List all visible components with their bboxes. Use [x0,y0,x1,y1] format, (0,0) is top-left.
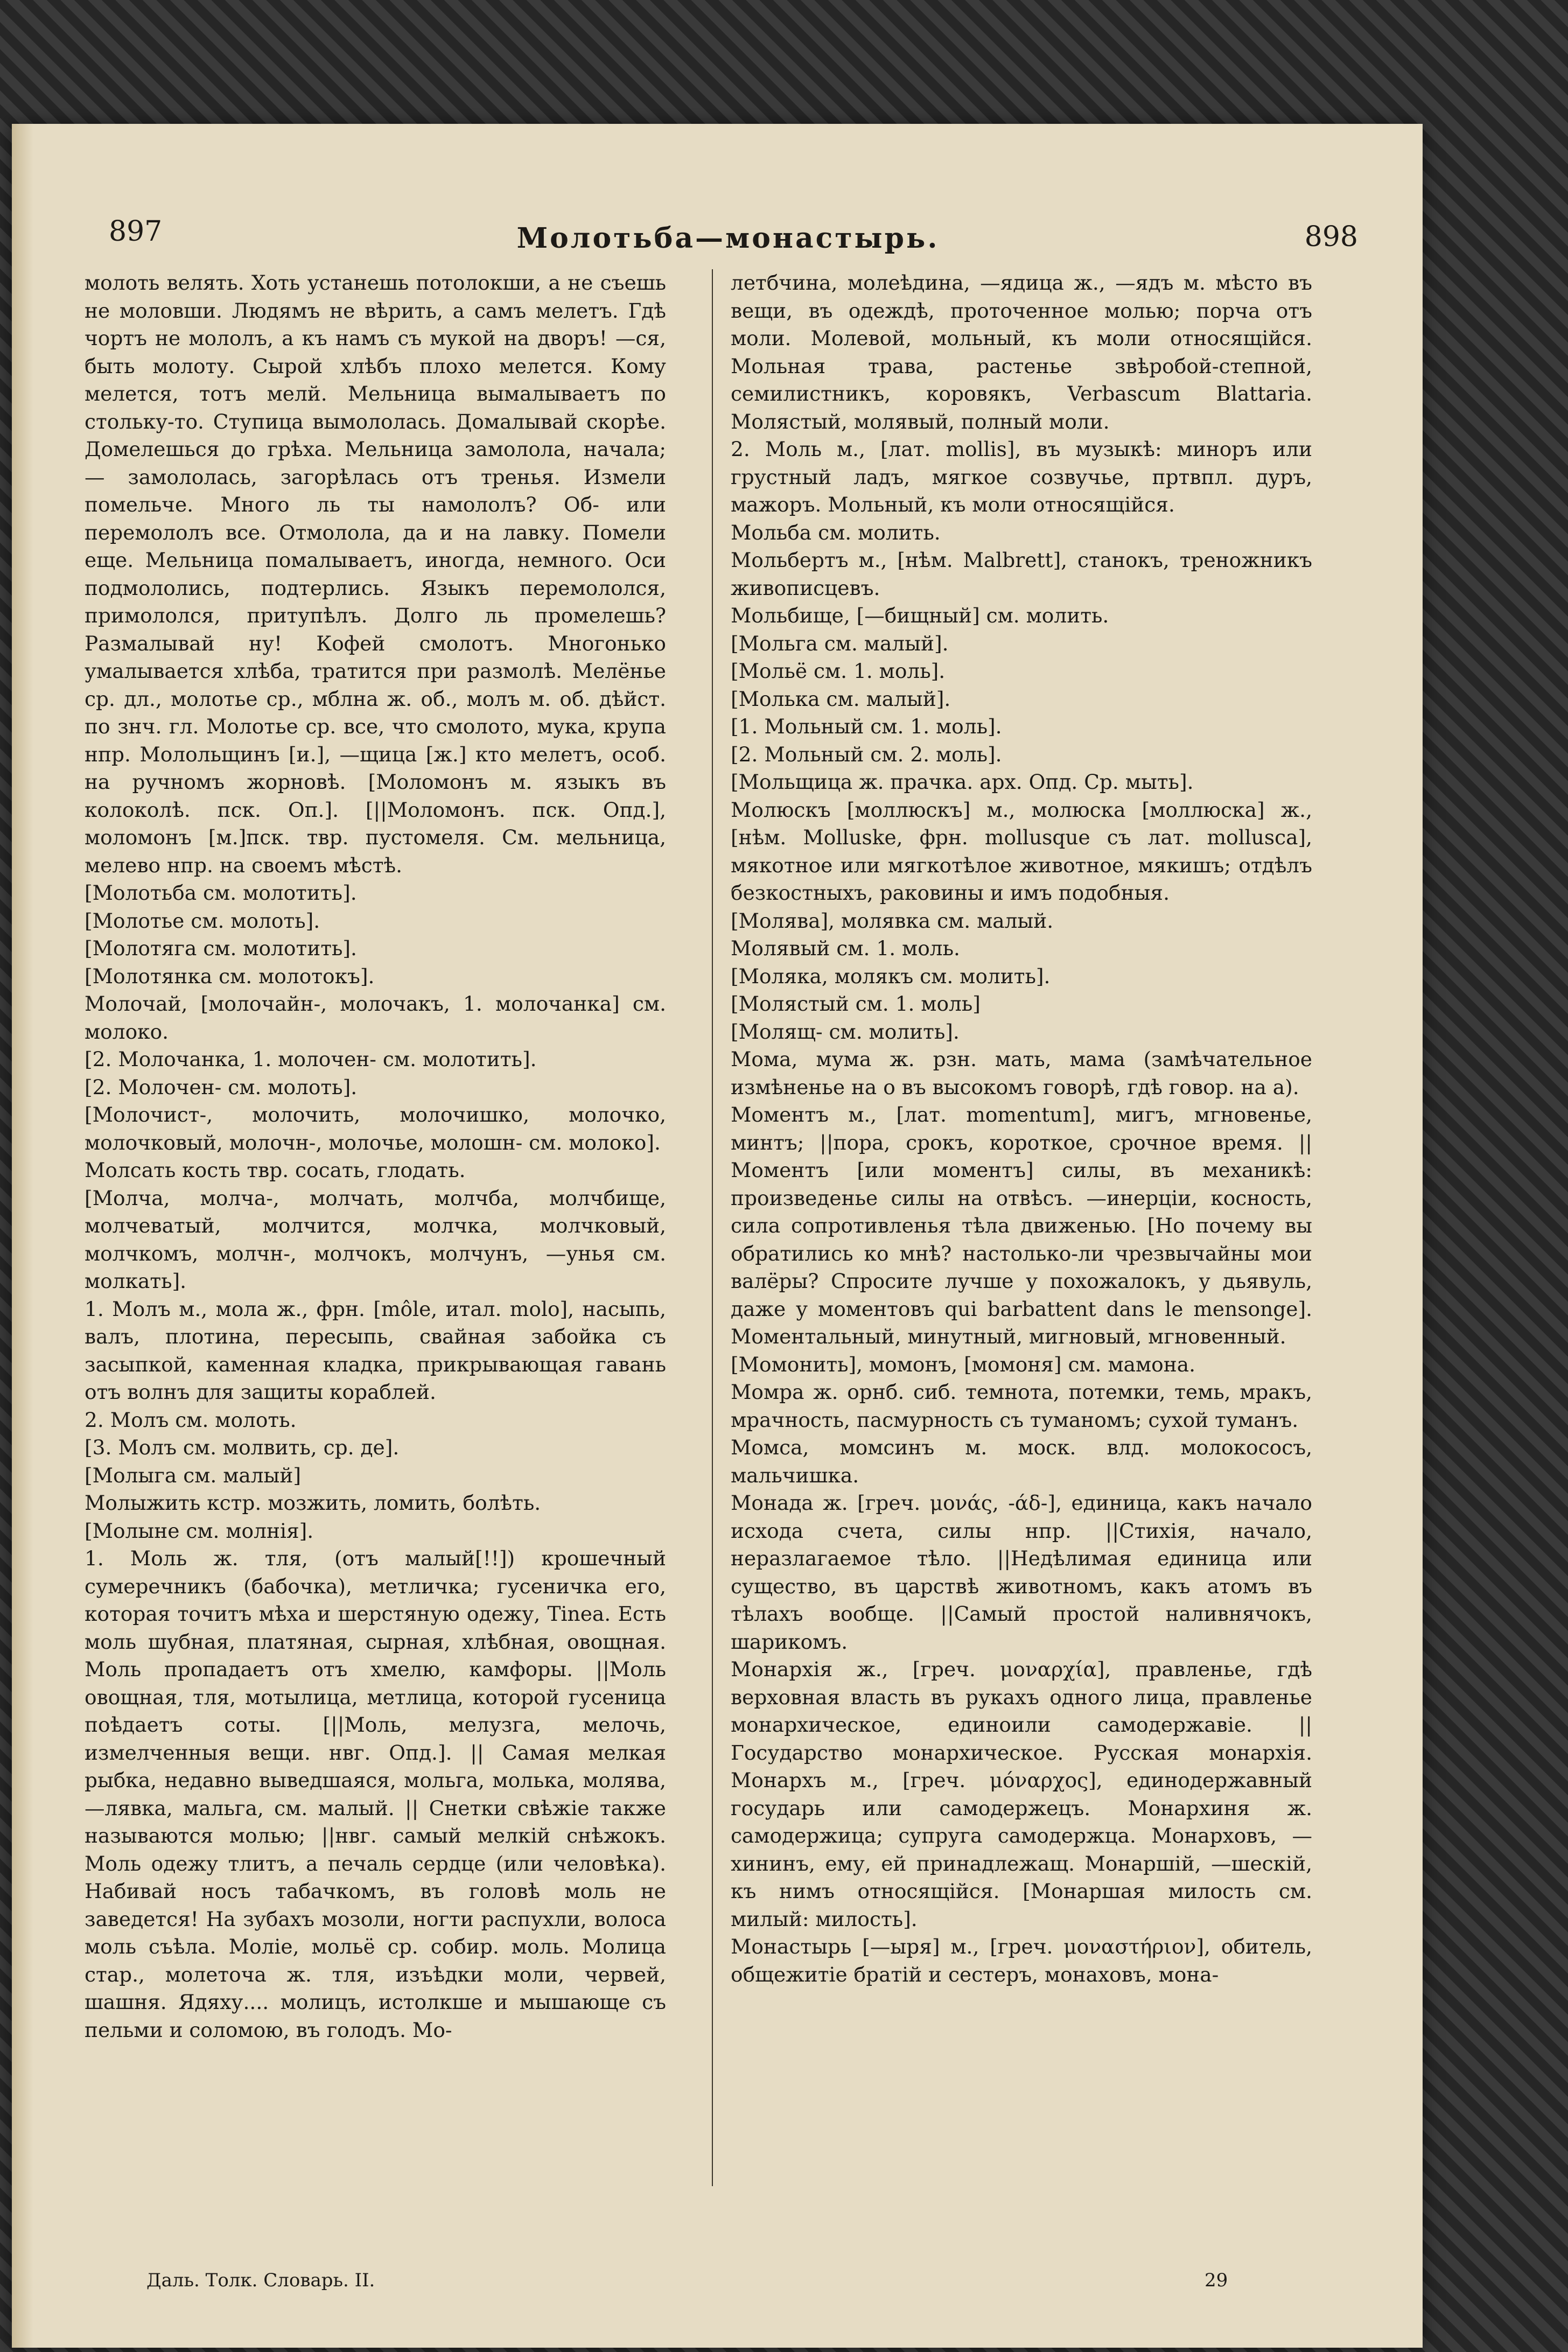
entry: [Молястый см. 1. моль] [731,992,981,1016]
entry: Моментъ м., [лат. momentum], мигъ, мгновенье, минтъ; ||пора, срокъ, короткое, срочное время. || Моментъ [или моментъ] силы, въ механикѣ: произведенье силы на отвѣсъ. —инерціи, косность, сила сопротивленья тѣла движенью. [Но почему вы обратились ко мнѣ? настолько-ли чрезвычайны мои валёры? Спросите лучше у похожалокъ, у дьявуль, даже у моментовъ qui barbattent dans le mensonge]. Моментальный, минутный, мигновый, мгновенный. [731,1103,1312,1348]
entry: [3. Молъ см. молвить, ср. де]. [85,1436,400,1459]
entry: [Молотье см. молоть]. [85,908,320,933]
entry: Монада ж. [греч. μονάς, -άδ-], единица, какъ начало исхода счета, силы нпр. ||Стихія, начало, неразлагаемое тѣло. ||Недѣлимая единица или существо, въ царствѣ животномъ, какъ атомъ въ тѣлахъ вообще. ||Самый простой наливнячокъ, шарикомъ. [731,1491,1312,1654]
entry: [2. Молочанка, 1. молочен- см. молотить]. [85,1047,537,1071]
page-number-right: 898 [1304,221,1358,253]
entry: [Молява], молявка см. малый. [731,908,1054,933]
entry: [Момонить], момонъ, [момоня] см. мамона. [731,1352,1196,1376]
page-header [98,215,1358,258]
column-divider [712,269,713,2186]
entry: Молюскъ [моллюскъ] м., молюска [моллюска] ж., [нѣм. Molluske, фрн. mollusque съ лат. mollusca], мякотное или мягкотѣлое животное, мякишъ; отдѣлъ безкостныхъ, раковины и имъ подобныя. [731,797,1312,905]
entry: [Молча, молча-, молчать, молчба, молчбище, молчеватый, молчится, молчка, молчковый, молчкомъ, молчн-, молчокъ, молчунъ, —унья см. молкать]. [85,1186,666,1293]
entry: 2. Молъ см. молоть. [85,1408,297,1432]
entry: 1. Моль ж. тля, (отъ малый[!!]) крошечный сумеречникъ (бабочка), метличка; гусеничка его, которая точитъ мѣха и шерстяную одежу, Tinea. Есть моль шубная, платяная, сырная, хлѣбная, овощная. Моль пропадаетъ отъ хмелю, камфоры. ||Моль овощная, тля, мотылица, метлица, которой гусеница поѣдаетъ соты. [||Моль, мелузга, мелочь, измелченныя вещи. нвг. Опд.]. || Самая мелкая рыбка, недавно выведшаяся, мольга, молька, молява, —лявка, мальга, см. малый. || Снетки свѣжіе также называются молью; ||нвг. самый мелкій снѣжокъ. Моль одежу тлитъ, а печаль сердце (или человѣка). Набивай носъ табачкомъ, въ головѣ моль не заведется! На зубахъ мозоли, ногти распухли, волоса моль съѣла. Моліе, мольё ср. собир. моль. Молица стар., молеточа ж. тля, изъѣдки моли, червей, шашня. Ядяху.... молицъ, истолкше и мышающе съ пельми и соломою, въ голодъ. Мо- [85,1546,666,2042]
page-binding-edge [12,124,33,2348]
entry: [1. Мольный см. 1. моль]. [731,715,1002,738]
entry: Молявый см. 1. моль. [731,936,960,960]
dictionary-page [12,124,1423,2348]
entry: Монархія ж., [греч. μοναρχία], правленье, гдѣ верховная власть въ рукахъ одного лица, правленье монархическое, единоили самодержавіе. ||Государство монархическое. Русская монархія. Монархъ м., [греч. μόναρχος], единодержавный государь или самодержецъ. Монархиня ж. самодержица; супруга самодержца. Монарховъ, —хининъ, ему, ей принадлежащ. Монаршій, —шескій, къ нимъ относящійся. [Монаршая милость см. милый: милость]. [731,1657,1312,1931]
entry: [Молька см. малый]. [731,687,951,711]
signature-mark: Даль. Толк. Словарь. II. [146,2270,375,2291]
entry: Мольба см. молить. [731,520,941,544]
entry: Молыжить кстр. мозжить, ломить, болѣть. [85,1491,541,1515]
entry: [Мольщица ж. прачка. арх. Опд. Ср. мыть]. [731,770,1194,794]
entry: Мольбище, [—бищный] см. молить. [731,604,1109,627]
entry: [Молотяга см. молотить]. [85,936,357,960]
entry: [Молыга см. малый] [85,1463,302,1487]
entry: Момра ж. орнб. сиб. темнота, потемки, темь, мракъ, мрачность, пасмурность съ туманомъ; сухой туманъ. [731,1380,1312,1432]
entry: молоть велять. Хоть устанешь потолокши, а не съешь не моловши. Людямъ не вѣрить, а самъ мелетъ. Гдѣ чортъ не мололъ, а къ намъ съ мукой на дворъ! —ся, быть молоту. Сырой хлѣбъ плохо мелется. Кому мелется, тотъ мелй. Мельница вымалываетъ по стольку-то. Ступица вымололась. Домалывай скорѣе. Домелешься до грѣха. Мельница замолола, начала; — замололась, загорѣлась отъ тренья. Измели помельче. Много ль ты намололъ? Об- или перемололъ все. Отмолола, да и на лавку. Помели еще. Мельница помалываетъ, иногда, немного. Оси подмололись, подтерлись. Языкъ перемололся, примололся, притупѣлъ. Долго ль промелешь? Размалывай ну! Кофей смолотъ. Многонько умалывается хлѣба, тратится при размолѣ. Мелёнье ср. дл., молотье ср., мблна ж. об., молъ м. об. дѣйст. по знч. гл. Молотье ср. все, что смолото, мука, крупа нпр. Молольщинъ [и.], —щица [ж.] кто мелетъ, особ. на ручномъ жорновѣ. [Моломонъ м. языкъ въ колоколѣ. пск. Оп.]. [||Моломонъ. пск. Опд.], моломонъ [м.]пск. твр. пустомеля. См. мельница, мелево нпр. на своемъ мѣстѣ. [85,271,666,877]
entry: 2. Моль м., [лат. mollis], въ музыкѣ: миноръ или грустный ладъ, мягкое созвучье, пртвпл. дуръ, мажоръ. Мольный, къ моли относящійся. [731,437,1312,516]
sheet-number: 29 [1205,2270,1228,2291]
entry: [Мольга см. малый]. [731,631,949,655]
entry: 1. Молъ м., мола ж., фрн. [môle, итал. molo], насыпь, валъ, плотина, пересыпь, свайная забойка съ засыпкой, каменная кладка, прикрывающая гавань отъ волнъ для защиты кораблей. [85,1297,666,1404]
entry: [Мольё см. 1. моль]. [731,659,946,683]
entry: Мольбертъ м., [нѣм. Malbrett], станокъ, треножникъ живописцевъ. [731,548,1312,600]
page-number-left: 897 [109,215,163,248]
entry: Момса, момсинъ м. моск. влд. молокососъ, мальчишка. [731,1436,1312,1487]
running-title: Молотьба—монастырь. [516,222,940,255]
entry: Мома, мума ж. рзн. мать, мама (замѣчательное измѣненье на о въ высокомъ говорѣ, гдѣ говор. на а). [731,1047,1312,1099]
entry: [2. Мольный см. 2. моль]. [731,742,1002,766]
entry: Молсать кость твр. сосать, глодать. [85,1158,466,1182]
entry: [Молящ- см. молить]. [731,1019,960,1044]
left-column [85,269,666,2229]
entry: [Моляка, молякъ см. молить]. [731,964,1051,988]
entry: [Молыне см. молнія]. [85,1518,314,1543]
entry: [2. Молочен- см. молоть]. [85,1075,358,1099]
entry: Молочай, [молочайн-, молочакъ, 1. молочанка] см. молоко. [85,992,666,1044]
entry: [Молотянка см. молотокъ]. [85,964,375,988]
right-column [731,269,1312,2229]
entry: [Молотьба см. молотить]. [85,881,357,905]
page-footer [146,2270,1277,2302]
entry: [Молочист-, молочить, молочишко, молочко, молочковый, молочн-, молочье, молошн- см. молоко]. [85,1103,666,1154]
entry: летбчина, молеѣдина, —ядица ж., —ядъ м. мѣсто въ вещи, въ одеждѣ, проточенное молью; порча отъ моли. Молевой, мольный, къ моли относящійся. Мольная трава, растенье звѣробой-степной, семилистникъ, коровякъ, Verbascum Blattaria. Молястый, молявый, полный моли. [731,271,1312,433]
entry: Монастырь [—ыря] м., [греч. μοναστήριον], обитель, общежитіе братій и сестеръ, монаховъ, мона- [731,1935,1312,1986]
